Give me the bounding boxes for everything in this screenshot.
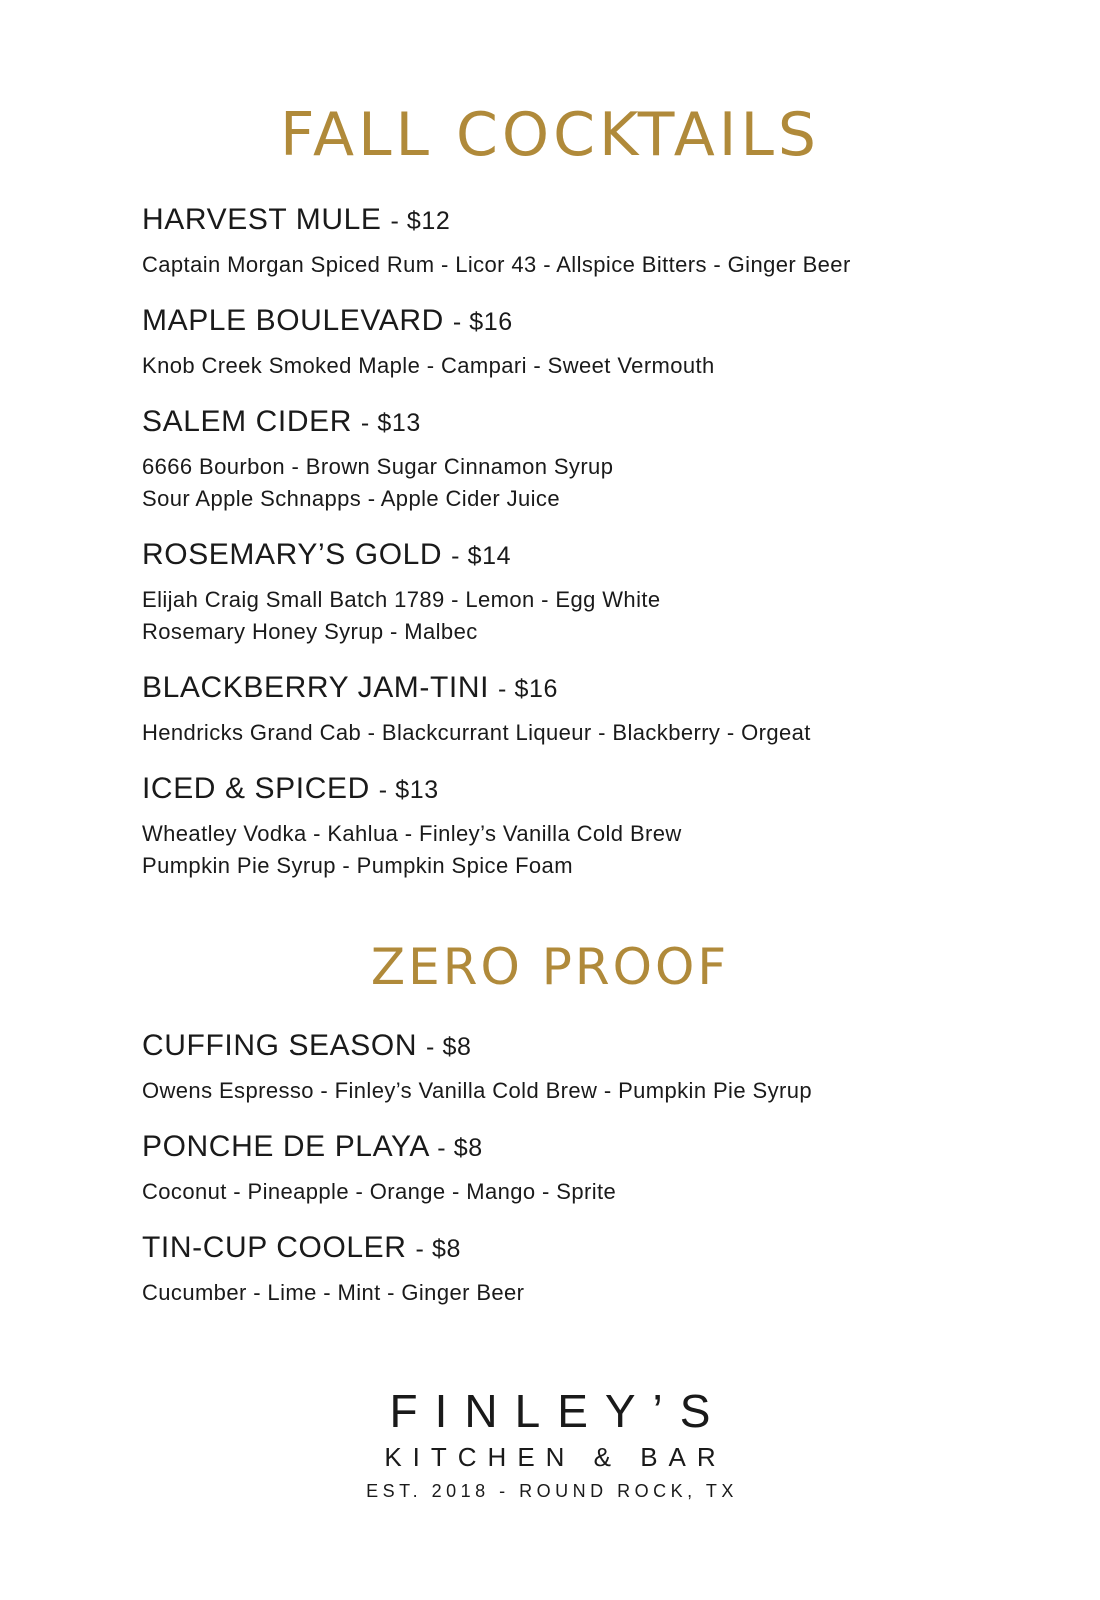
menu-item-name: MAPLE BOULEVARD (142, 304, 444, 337)
menu-item-ingredients (142, 1277, 1042, 1309)
ingredient-line: Hendricks Grand Cab - Blackcurrant Liqueur - Blackberry - Orgeat (142, 720, 811, 745)
menu-item-price: - $16 (452, 308, 513, 336)
ingredient-line: Cucumber - Lime - Mint - Ginger Beer (142, 1280, 525, 1305)
menu-item-heading (142, 301, 1042, 342)
menu-item-ingredients (142, 451, 1042, 515)
menu-item-price: - $13 (360, 409, 421, 437)
ingredient-line: Sour Apple Schnapps - Apple Cider Juice (142, 486, 560, 511)
fall-cocktails-list (142, 200, 1042, 882)
menu-item-price: - $14 (451, 542, 512, 570)
menu-item-price: - $8 (437, 1134, 483, 1162)
menu-item-name: TIN-CUP COOLER (142, 1231, 407, 1264)
menu-item (142, 1127, 1042, 1208)
menu-item-heading (142, 1026, 1042, 1067)
brand-tagline: KITCHEN & BAR (384, 1442, 727, 1472)
menu-item-price: - $12 (390, 207, 451, 235)
menu-item-price: - $8 (426, 1033, 472, 1061)
menu-item-heading (142, 668, 1042, 709)
ingredient-line: Wheatley Vodka - Kahlua - Finley’s Vanilla Cold Brew (142, 821, 682, 846)
menu-item-name: PONCHE DE PLAYA (142, 1130, 429, 1163)
menu-item (142, 200, 1042, 281)
menu-item-heading (142, 200, 1042, 241)
menu-item-ingredients (142, 350, 1042, 382)
ingredient-line: Pumpkin Pie Syrup - Pumpkin Spice Foam (142, 853, 573, 878)
menu-item-price: - $13 (378, 776, 439, 804)
ingredient-line: 6666 Bourbon - Brown Sugar Cinnamon Syrup (142, 454, 614, 479)
menu-item-heading (142, 1127, 1042, 1168)
menu-item-name: BLACKBERRY JAM-TINI (142, 671, 490, 704)
brand-name: FINLEY’S (389, 1385, 728, 1437)
zero-proof-list (142, 1026, 1042, 1309)
menu-item-ingredients (142, 584, 1042, 648)
ingredient-line: Owens Espresso - Finley’s Vanilla Cold Brew - Pumpkin Pie Syrup (142, 1078, 812, 1103)
menu-item (142, 668, 1042, 749)
menu-item (142, 402, 1042, 515)
menu-item-heading (142, 769, 1042, 810)
zero-proof-heading: ZERO PROOF (370, 938, 730, 996)
menu-item (142, 301, 1042, 382)
ingredient-line: Captain Morgan Spiced Rum - Licor 43 - Allspice Bitters - Ginger Beer (142, 252, 851, 277)
ingredient-line: Rosemary Honey Syrup - Malbec (142, 619, 478, 644)
menu-item (142, 769, 1042, 882)
menu-item (142, 1228, 1042, 1309)
menu-item (142, 1026, 1042, 1107)
menu-item-name: HARVEST MULE (142, 203, 382, 236)
menu-item-price: - $16 (497, 675, 558, 703)
menu-item-ingredients (142, 818, 1042, 882)
menu-item (142, 535, 1042, 648)
fall-cocktails-heading: FALL COCKTAILS (280, 100, 820, 170)
menu-item-ingredients (142, 249, 1042, 281)
menu-item-name: ROSEMARY’S GOLD (142, 538, 443, 571)
ingredient-line: Elijah Craig Small Batch 1789 - Lemon - Egg White (142, 587, 661, 612)
menu-item-ingredients (142, 717, 1042, 749)
ingredient-line: Coconut - Pineapple - Orange - Mango - Sprite (142, 1179, 617, 1204)
menu-item-heading (142, 402, 1042, 443)
menu-item-price: - $8 (415, 1235, 461, 1263)
brand-established: EST. 2018 - ROUND ROCK, TX (366, 1481, 738, 1501)
menu-item-name: SALEM CIDER (142, 405, 352, 438)
ingredient-line: Knob Creek Smoked Maple - Campari - Sweet Vermouth (142, 353, 715, 378)
menu-item-heading (142, 535, 1042, 576)
menu-item-name: ICED & SPICED (142, 772, 370, 805)
menu-item-ingredients (142, 1176, 1042, 1208)
menu-item-ingredients (142, 1075, 1042, 1107)
menu-item-heading (142, 1228, 1042, 1269)
menu-item-name: CUFFING SEASON (142, 1029, 418, 1062)
